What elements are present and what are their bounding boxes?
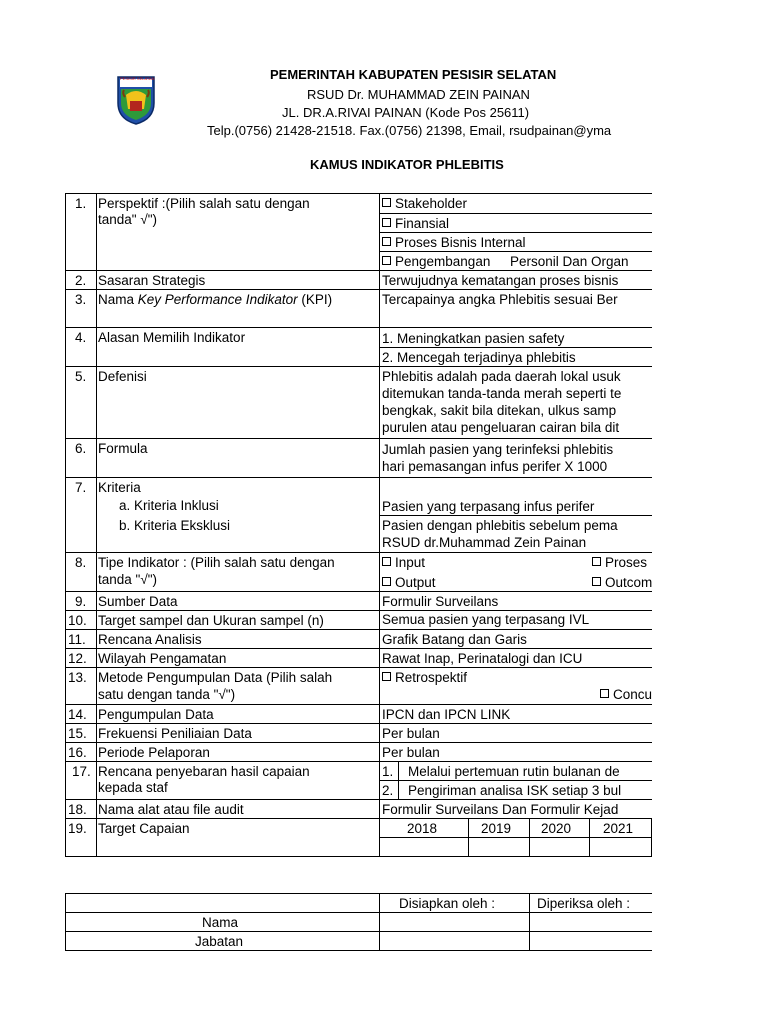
row-number: 18. bbox=[68, 802, 87, 817]
dissemination-value-1: Melalui pertemuan rutin bulanan de bbox=[408, 764, 620, 779]
collection-method-label-2: satu dengan tanda "√") bbox=[98, 687, 236, 702]
row-number: 15. bbox=[68, 726, 87, 741]
year-2021: 2021 bbox=[603, 821, 634, 836]
checkbox-icon bbox=[592, 557, 601, 566]
name-label: Nama bbox=[202, 915, 239, 930]
perspective-label-2: tanda" √") bbox=[98, 212, 158, 227]
dissemination-label-2: kepada staf bbox=[98, 780, 168, 795]
row-number: 17. bbox=[72, 764, 91, 779]
definition-label: Defenisi bbox=[98, 369, 147, 384]
formula-label: Formula bbox=[98, 441, 148, 456]
checkbox-icon bbox=[382, 237, 391, 246]
formula-line-1: Jumlah pasien yang terinfeksi phlebitis bbox=[382, 442, 614, 457]
indicator-type-label-2: tanda "√") bbox=[98, 572, 158, 587]
row-number: 3. bbox=[75, 292, 87, 307]
checkbox-icon bbox=[382, 672, 391, 681]
sample-label: Target sampel dan Ukuran sampel (n) bbox=[98, 613, 324, 628]
data-source-label: Sumber Data bbox=[98, 594, 178, 609]
row-number: 9. bbox=[75, 594, 87, 609]
inclusion-label: a. Kriteria Inklusi bbox=[119, 498, 219, 513]
assessment-frequency-label: Frekuensi Peniliaian Data bbox=[98, 726, 252, 741]
row-number: 7. bbox=[75, 480, 87, 495]
option-label: Pengembangan bbox=[395, 254, 491, 269]
option-personnel: Personil Dan Organ bbox=[510, 254, 629, 269]
option-development[interactable] bbox=[382, 254, 490, 269]
reason-value-1: 1. Meningkatkan pasien safety bbox=[382, 331, 565, 346]
header-hospital: RSUD Dr. MUHAMMAD ZEIN PAINAN bbox=[307, 87, 530, 102]
data-source-value: Formulir Surveilans bbox=[382, 594, 499, 609]
header-government: PEMERINTAH KABUPATEN PESISIR SELATAN bbox=[270, 67, 557, 82]
strategic-target-value: Terwujudnya kematangan proses bisnis bbox=[382, 273, 619, 288]
row-number: 10. bbox=[68, 613, 87, 628]
option-label: Retrospektif bbox=[395, 670, 468, 685]
analysis-plan-value: Grafik Batang dan Garis bbox=[382, 632, 527, 647]
audit-tool-label: Nama alat atau file audit bbox=[98, 802, 244, 817]
checkbox-icon bbox=[382, 256, 391, 265]
data-collection-label: Pengumpulan Data bbox=[98, 707, 214, 722]
option-label: Output bbox=[395, 575, 436, 590]
data-collection-value: IPCN dan IPCN LINK bbox=[382, 707, 511, 722]
checkbox-icon bbox=[382, 218, 391, 227]
row-number: 2. bbox=[75, 273, 87, 288]
kpi-name-label: Nama Key Performance Indikator (KPI) bbox=[98, 292, 333, 307]
option-retrospective[interactable] bbox=[382, 670, 467, 685]
dissemination-value-2: Pengiriman analisa ISK setiap 3 bul bbox=[408, 783, 622, 798]
row-number: 11. bbox=[68, 632, 86, 647]
target-achievement-label: Target Capaian bbox=[98, 821, 190, 836]
reason-value-2: 2. Mencegah terjadinya phlebitis bbox=[382, 350, 576, 365]
checkbox-icon bbox=[600, 689, 609, 698]
observation-area-label: Wilayah Pengamatan bbox=[98, 651, 227, 666]
row-number: 6. bbox=[75, 441, 87, 456]
criteria-label: Kriteria bbox=[98, 480, 141, 495]
checkbox-icon bbox=[382, 577, 391, 586]
row-number: 12. bbox=[68, 651, 87, 666]
dissemination-number-2: 2. bbox=[382, 783, 394, 798]
row-number: 14. bbox=[68, 707, 87, 722]
reporting-period-label: Periode Pelaporan bbox=[98, 745, 210, 760]
exclusion-value-1: Pasien dengan phlebitis sebelum pema bbox=[382, 518, 618, 533]
dissemination-number-1: 1. bbox=[382, 764, 394, 779]
row-number: 5. bbox=[75, 369, 87, 384]
definition-line-4: purulen atau pengeluaran cairan bila dit bbox=[382, 420, 620, 435]
header-address: JL. DR.A.RIVAI PAINAN (Kode Pos 25611) bbox=[282, 105, 530, 120]
option-concurrent[interactable] bbox=[600, 687, 652, 702]
perspective-label: Perspektif :(Pilih salah satu dengan bbox=[98, 196, 310, 211]
reporting-period-value: Per bulan bbox=[382, 745, 440, 760]
reason-label: Alasan Memilih Indikator bbox=[98, 330, 246, 345]
row-number: 4. bbox=[75, 330, 87, 345]
analysis-plan-label: Rencana Analisis bbox=[98, 632, 202, 647]
option-input[interactable] bbox=[382, 555, 425, 570]
option-label: Proses Bisnis Internal bbox=[395, 235, 526, 250]
row-number: 16. bbox=[68, 745, 87, 760]
year-2020: 2020 bbox=[541, 821, 572, 836]
option-outcome[interactable] bbox=[592, 575, 652, 590]
kpi-name-value: Tercapainya angka Phlebitis sesuai Ber bbox=[382, 292, 618, 307]
logo-caption: PESISIR SELATAN bbox=[120, 76, 155, 81]
audit-tool-value: Formulir Surveilans Dan Formulir Kejad bbox=[382, 802, 619, 817]
checked-by-label: Diperiksa oleh : bbox=[537, 896, 631, 911]
strategic-target-label: Sasaran Strategis bbox=[98, 273, 206, 288]
definition-line-2: ditemukan tanda-tanda merah seperti te bbox=[382, 386, 622, 401]
option-label: Outcom bbox=[605, 575, 652, 590]
exclusion-value-2: RSUD dr.Muhammad Zein Painan bbox=[382, 535, 587, 550]
option-internal-business[interactable] bbox=[382, 235, 526, 250]
option-label: Proses bbox=[605, 555, 648, 570]
option-financial[interactable] bbox=[382, 216, 449, 231]
option-label: Input bbox=[395, 555, 426, 570]
year-2019: 2019 bbox=[481, 821, 512, 836]
collection-method-label: Metode Pengumpulan Data (Pilih salah bbox=[98, 670, 333, 685]
position-label: Jabatan bbox=[195, 934, 244, 949]
header-contact: Telp.(0756) 21428-21518. Fax.(0756) 21398, Email, rsudpainan@yma bbox=[207, 123, 612, 138]
checkbox-icon bbox=[382, 557, 391, 566]
checkbox-icon bbox=[592, 577, 601, 586]
document-title: KAMUS INDIKATOR PHLEBITIS bbox=[310, 157, 504, 172]
assessment-frequency-value: Per bulan bbox=[382, 726, 440, 741]
row-number: 19. bbox=[68, 821, 87, 836]
option-output[interactable] bbox=[382, 575, 436, 590]
observation-area-value: Rawat Inap, Perinatalogi dan ICU bbox=[382, 651, 583, 666]
option-stakeholder[interactable] bbox=[382, 196, 467, 211]
definition-line-1: Phlebitis adalah pada daerah lokal usuk bbox=[382, 369, 621, 384]
indicator-type-label: Tipe Indikator : (Pilih salah satu dengan bbox=[98, 555, 335, 570]
formula-line-2: hari pemasangan infus perifer X 1000 bbox=[382, 459, 608, 474]
row-number: 1. bbox=[75, 196, 87, 211]
option-label: Finansial bbox=[395, 216, 450, 231]
option-label: Stakeholder bbox=[395, 196, 468, 211]
exclusion-label: b. Kriteria Eksklusi bbox=[119, 518, 231, 533]
inclusion-value: Pasien yang terpasang infus perifer bbox=[382, 499, 595, 514]
definition-line-3: bengkak, sakit bila ditekan, ulkus samp bbox=[382, 403, 617, 418]
year-2018: 2018 bbox=[407, 821, 438, 836]
row-number: 13. bbox=[68, 670, 87, 685]
row-number: 8. bbox=[75, 555, 87, 570]
option-label: Concu bbox=[613, 687, 652, 702]
sample-value: Semua pasien yang terpasang IVL bbox=[382, 612, 590, 627]
prepared-by-label: Disiapkan oleh : bbox=[399, 896, 496, 911]
dissemination-label: Rencana penyebaran hasil capaian bbox=[98, 764, 310, 779]
option-process[interactable] bbox=[592, 555, 647, 570]
checkbox-icon bbox=[382, 198, 391, 207]
